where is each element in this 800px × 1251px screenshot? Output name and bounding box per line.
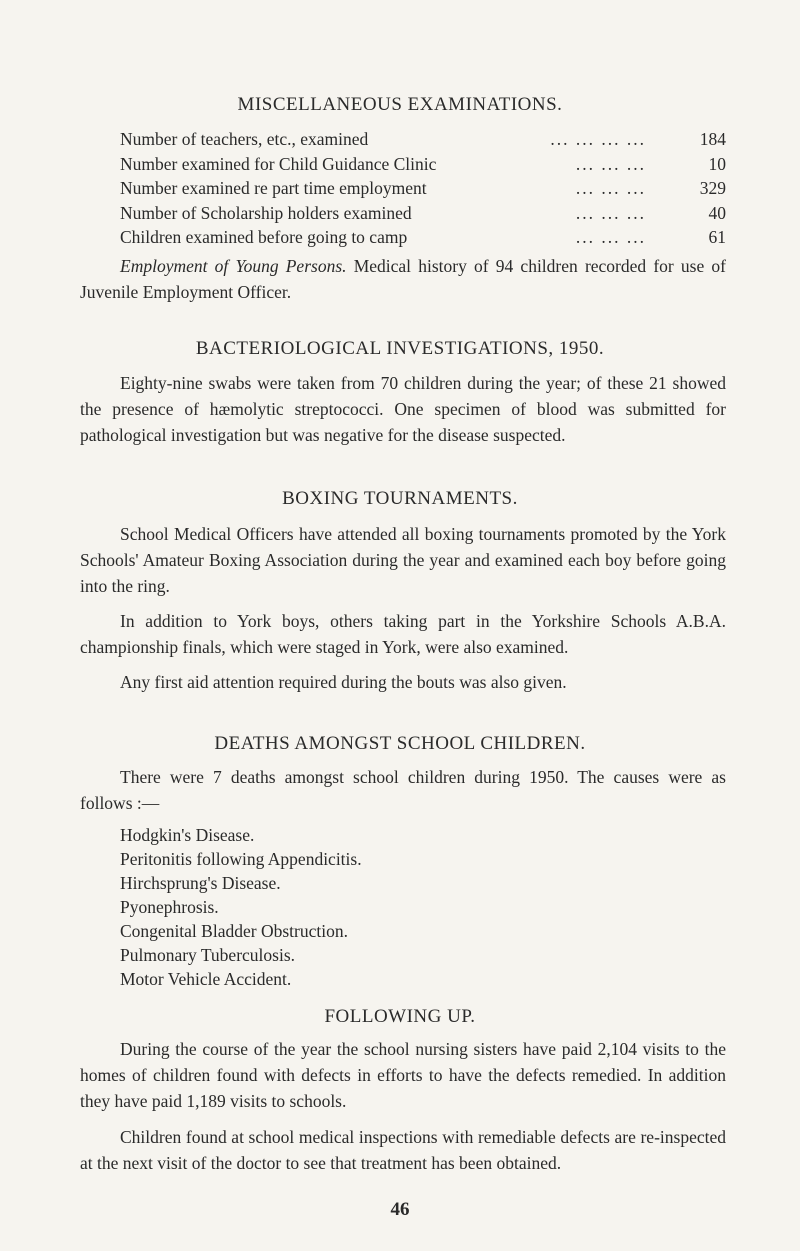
stat-label: Number of Scholarship holders examined [120,202,412,223]
employment-text: Medical history of 94 children recorded for use of Juvenile Employment Officer. [80,256,726,302]
stat-row [120,201,726,226]
stat-value: 10 [708,153,726,174]
leader-dots: ... ... ... [575,202,646,223]
stat-label: Number of teachers, etc., examined [120,129,369,149]
stat-row [120,152,726,177]
cause-item: Hirchsprung's Disease. [120,873,281,893]
following-paragraph-2: Children found at school medical inspections with remediable defects are re-inspected at the next visit of the doctor to see that treatment has been obtained. [80,1127,726,1173]
cause-item: Congenital Bladder Obstruction. [120,921,348,941]
cause-item: Pulmonary Tuberculosis. [120,945,296,965]
bacteriological-paragraph: Eighty-nine swabs were taken from 70 children during the year; of these 21 showed the presence of hæmolytic streptococci. One specimen of blood was submitted for pathological investigation but was negative for the disease suspected. [80,373,726,445]
bacteriological-heading: BACTERIOLOGICAL INVESTIGATIONS, 1950. [195,338,605,359]
misc-stats-list [120,127,726,250]
page-number: 46 [390,1199,410,1220]
employment-title: Employment of Young Persons. [120,256,347,276]
stat-label: Number examined for Child Guidance Clinic [120,153,437,174]
stat-value: 40 [708,202,726,223]
misc-heading: MISCELLANEOUS EXAMINATIONS. [237,94,563,115]
leader-dots: ... ... ... [575,227,646,247]
boxing-paragraph-1: School Medical Officers have attended all boxing tournaments promoted by the York Schools' Amateur Boxing Association during the year and examined each boy before going into the ring. [80,524,726,596]
stat-row [120,225,726,250]
stat-value: 61 [708,227,726,247]
employment-paragraph [80,253,726,305]
boxing-paragraph-2: In addition to York boys, others taking part in the Yorkshire Schools A.B.A. championship finals, which were staged in York, were also examined. [80,611,726,657]
stat-value: 184 [699,129,726,149]
stat-row [120,176,726,201]
causes-list [120,823,362,991]
leader-dots: ... ... ... [575,178,646,198]
deaths-intro: There were 7 deaths amongst school children during 1950. The causes were as follows :— [80,767,726,813]
cause-item: Hodgkin's Disease. [120,825,255,845]
stat-row [120,127,726,152]
following-paragraph-1: During the course of the year the school nursing sisters have paid 2,104 visits to the homes of children found with defects in efforts to have the defects remedied. In addition they have paid 1,189 visits to schools. [80,1039,726,1111]
stat-label: Number examined re part time employment [120,178,427,198]
following-heading: FOLLOWING UP. [324,1006,476,1027]
stat-label: Children examined before going to camp [120,227,408,247]
leader-dots: ... ... ... [575,153,646,174]
leader-dots: ... ... ... ... [550,129,646,149]
cause-item: Peritonitis following Appendicitis. [120,849,362,869]
cause-item: Motor Vehicle Accident. [120,969,292,989]
stat-value: 329 [699,178,726,198]
cause-item: Pyonephrosis. [120,897,219,917]
boxing-heading: BOXING TOURNAMENTS. [282,488,518,509]
deaths-heading: DEATHS AMONGST SCHOOL CHILDREN. [214,733,586,754]
boxing-paragraph-3: Any first aid attention required during the bouts was also given. [120,672,567,692]
